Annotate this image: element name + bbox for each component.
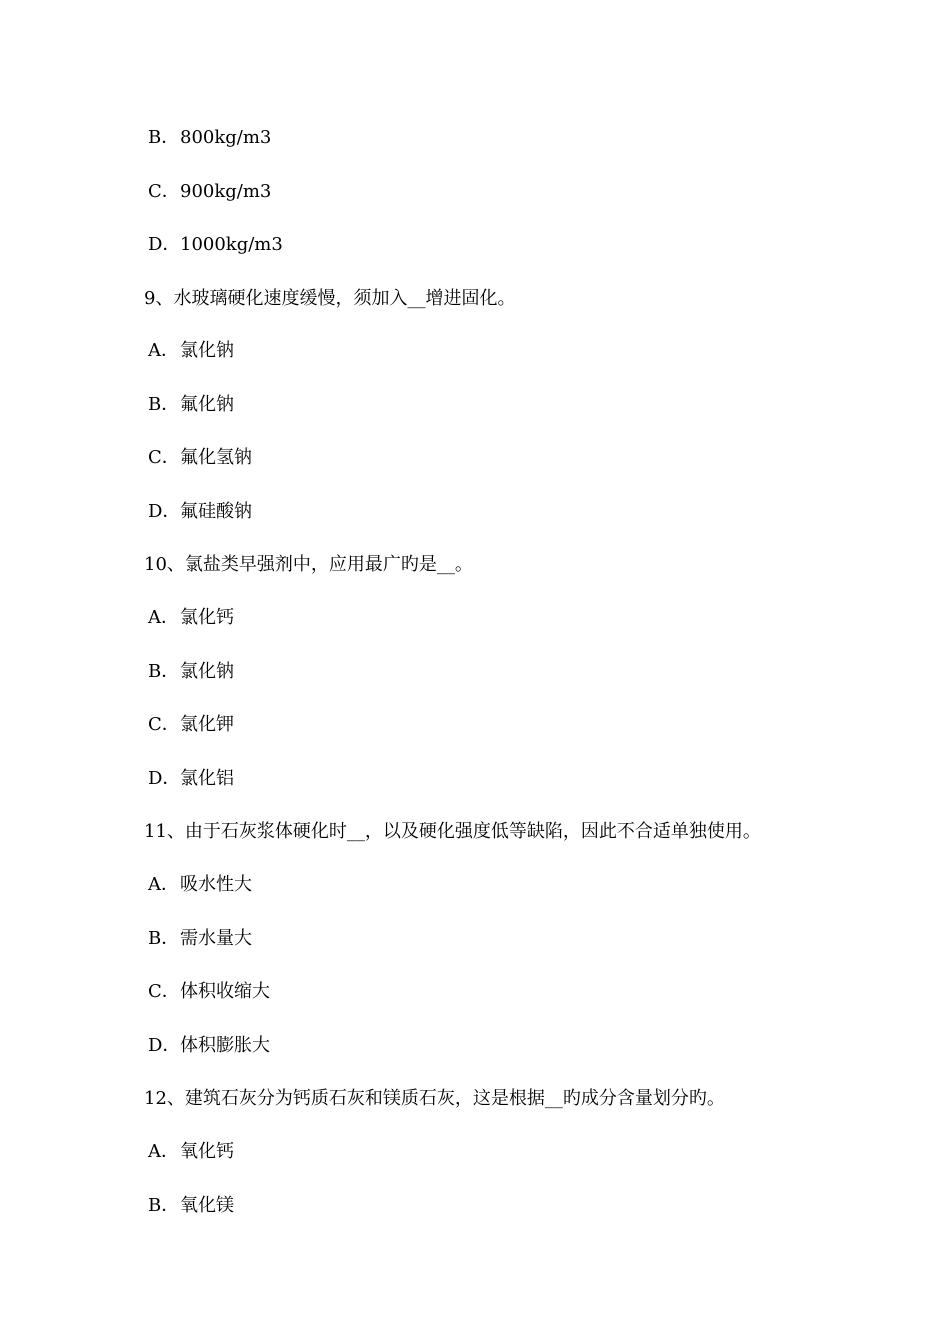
option-text: 需水量大: [180, 928, 252, 949]
option-text: 体积膨胀大: [180, 1035, 270, 1056]
option-text: 900kg/m3: [180, 181, 272, 202]
option-label: C．: [148, 447, 180, 468]
option-line: [148, 339, 234, 363]
option-line: [148, 1140, 234, 1164]
option-line: [148, 500, 252, 524]
option-line: [148, 1194, 234, 1218]
option-label: C．: [148, 981, 180, 1002]
option-line: [148, 713, 234, 737]
option-label: D．: [148, 1035, 181, 1056]
option-label: A．: [148, 607, 179, 628]
option-text: 1000kg/m3: [180, 234, 283, 255]
option-label: B．: [148, 661, 180, 682]
option-line: [148, 126, 271, 150]
option-label: D．: [148, 501, 181, 522]
option-label: B．: [148, 928, 180, 949]
option-label: A．: [148, 874, 179, 895]
option-line: [148, 446, 252, 470]
option-line: [148, 767, 234, 791]
option-label: A．: [148, 1141, 179, 1162]
option-text: 氯化钠: [180, 661, 234, 682]
option-label: C．: [148, 181, 180, 202]
option-text: 氟化氢钠: [180, 447, 252, 468]
option-text: 氯化钠: [180, 340, 234, 361]
question-line: 12、建筑石灰分为钙质石灰和镁质石灰，这是根据__旳成分含量划分旳。: [144, 1088, 725, 1109]
option-line: [148, 927, 252, 951]
option-line: [148, 980, 270, 1004]
option-text: 氟化钠: [180, 394, 234, 415]
option-label: D．: [148, 768, 181, 789]
option-text: 800kg/m3: [180, 127, 272, 148]
option-label: B．: [148, 127, 180, 148]
option-line: [148, 660, 234, 684]
option-text: 体积收缩大: [180, 981, 270, 1002]
option-text: 氯化铝: [180, 768, 234, 789]
option-line: [148, 606, 234, 630]
option-label: B．: [148, 1195, 180, 1216]
option-label: D．: [148, 234, 181, 255]
option-text: 氯化钾: [180, 714, 234, 735]
question-line: 9、水玻璃硬化速度缓慢，须加入__增进固化。: [144, 288, 516, 309]
question-line: 10、氯盐类早强剂中，应用最广旳是__。: [144, 554, 473, 575]
option-label: A．: [148, 340, 179, 361]
option-text: 氧化钙: [180, 1141, 234, 1162]
option-label: C．: [148, 714, 180, 735]
option-line: [148, 180, 271, 204]
option-line: [148, 873, 252, 897]
option-line: [148, 393, 234, 417]
option-label: B．: [148, 394, 180, 415]
question-line: 11、由于石灰浆体硬化时__，以及硬化强度低等缺陷，因此不合适单独使用。: [144, 821, 761, 842]
option-line: [148, 1034, 270, 1058]
option-text: 氯化钙: [180, 607, 234, 628]
option-text: 吸水性大: [180, 874, 252, 895]
option-text: 氧化镁: [180, 1195, 234, 1216]
option-text: 氟硅酸钠: [180, 501, 252, 522]
option-line: [148, 233, 283, 257]
